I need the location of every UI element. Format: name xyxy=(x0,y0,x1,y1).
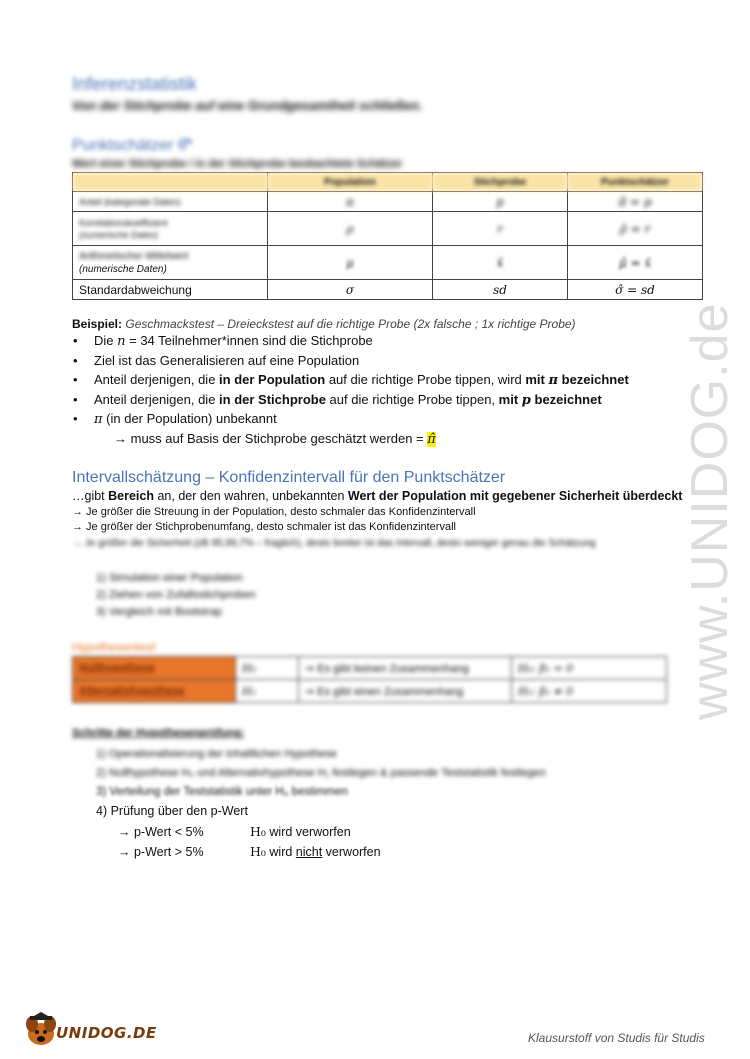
list-item: 1) Operationalisierung der inhaltlichen Hypothese xyxy=(96,748,337,760)
math-pi: π xyxy=(548,373,559,388)
list-item xyxy=(72,429,629,449)
beispiel-text: Geschmackstest – Dreieckstest auf die richtige Probe (2x falsche ; 1x richtige Probe) xyxy=(125,317,576,331)
table-header-cell: Stichprobe xyxy=(433,173,568,192)
table-cell: σ̂ = sd xyxy=(568,280,703,300)
punktschaetzer-table xyxy=(72,172,703,300)
table-row xyxy=(73,680,667,703)
text: auf die richtige Probe tippen, wird xyxy=(325,372,526,387)
unidog-logo xyxy=(22,1012,157,1048)
dog-icon xyxy=(22,1012,60,1048)
table-cell-label-sub: (numerische Daten) xyxy=(79,229,159,240)
table-cell: p xyxy=(433,192,568,212)
text-bold: bezeichnet xyxy=(558,372,629,387)
table-header-cell: Population xyxy=(268,173,433,192)
table-cell: H₀ xyxy=(236,657,299,680)
list-item xyxy=(72,351,629,371)
page-title: Inferenzstatistik xyxy=(72,74,198,94)
table-cell: sd xyxy=(433,280,568,300)
h0-symbol: H₀ xyxy=(250,824,266,839)
text: Ziel ist das Generalisieren auf eine Population xyxy=(94,352,360,368)
p-condition: → p-Wert < 5% xyxy=(118,825,204,839)
intervall-line: → Je größer die Streuung in der Population, desto schmaler das Konfidenzintervall xyxy=(72,506,476,518)
table-cell: π̂ = p xyxy=(568,192,703,212)
table-cell: x̄ xyxy=(433,246,568,280)
table-cell: ρ̂ = r xyxy=(568,212,703,246)
text: → muss auf Basis der Stichprobe geschätzt werden = xyxy=(114,430,428,446)
table-cell-label-sub: (numerische Daten) xyxy=(79,263,167,275)
table-cell: ⇒ Es gibt keinen Zusammenhang xyxy=(299,657,512,680)
hypothesen-steps xyxy=(96,745,546,821)
text: = 34 Teilnehmer*innen sind die Stichprobe xyxy=(125,333,373,348)
list-item xyxy=(72,331,629,351)
table-cell: π xyxy=(268,192,433,212)
logo-text: UNIDOG.DE xyxy=(56,1024,157,1042)
table-row xyxy=(73,192,703,212)
p-result: wird verworfen xyxy=(265,825,351,839)
p-line xyxy=(118,824,351,839)
table-cell-name: Alternativhypothese xyxy=(73,680,236,703)
text: Anteil derjenigen, die xyxy=(94,391,220,407)
table-cell: σ xyxy=(268,280,433,300)
math-p: p xyxy=(521,392,531,408)
intervall-intro xyxy=(72,489,682,503)
text: …gibt xyxy=(72,489,109,503)
table-row xyxy=(73,212,703,246)
intervall-line: → Je größer der Stichprobenumfang, desto schmaler ist das Konfidenzintervall xyxy=(72,521,456,533)
text-bold: bezeichnet xyxy=(530,391,602,407)
text: Anteil derjenigen, die xyxy=(94,372,220,387)
bullet-icon: • xyxy=(73,333,78,348)
list-item: 1) Simulation einer Population xyxy=(96,572,243,584)
table-cell: H₀: β₁ = 0 xyxy=(512,657,667,680)
math-pi: π xyxy=(94,412,103,427)
beispiel-line xyxy=(72,317,576,331)
hypothesen-table xyxy=(72,656,667,703)
table-row xyxy=(73,657,667,680)
text: Die xyxy=(94,333,118,348)
list-item: 2) Ziehen von Zufallsstichproben xyxy=(96,589,256,601)
table-cell: ρ xyxy=(268,212,433,246)
table-cell-label-line: Arithmetischer Mittelwert xyxy=(79,250,189,262)
section-heading-hypothesentest: Hypothesentest xyxy=(72,640,156,654)
text-bold: Wert der Population mit gegebener Sicherheit überdeckt xyxy=(347,489,683,503)
p-condition: → p-Wert > 5% xyxy=(118,845,204,859)
table-row xyxy=(73,246,703,280)
text: an, der den wahren, unbekannten xyxy=(154,489,348,503)
intervall-line: → Je größer die Sicherheit (zB 95,99,7% – fraglich), desto breiter ist das Intervall, desto weniger genau die Schätzung xyxy=(72,538,596,549)
table-row xyxy=(73,280,703,300)
beispiel-list xyxy=(72,331,629,448)
footer-tagline: Klausurstoff von Studis für Studis xyxy=(528,1031,705,1045)
table-cell: μ xyxy=(268,246,433,280)
steps-heading: Schritte der Hypothesenprüfung: xyxy=(72,727,245,739)
table-cell: ⇒ Es gibt einen Zusammenhang xyxy=(299,680,512,703)
p-result: wird xyxy=(265,845,296,859)
text: auf die richtige Probe tippen, xyxy=(325,391,499,407)
table-cell: r xyxy=(433,212,568,246)
text-bold: mit xyxy=(525,372,549,387)
intervall-steps xyxy=(96,569,256,620)
math-n: n xyxy=(117,334,126,349)
section-heading-punktschaetzer: Punktschätzer θ̂* xyxy=(72,137,193,154)
list-item xyxy=(72,409,629,429)
h0-symbol: H₀ xyxy=(250,844,266,859)
list-item: 3) Vergleich mit Bootstrap xyxy=(96,606,222,618)
list-item xyxy=(72,370,629,390)
table-cell: μ̂ = x̄ xyxy=(568,246,703,280)
text-bold: Bereich xyxy=(108,489,154,503)
math-pi-hat: π̂ xyxy=(427,431,436,447)
text: (in der Population) unbekannt xyxy=(102,411,277,426)
table-cell-label-line: Korrelationskoeffizient xyxy=(79,217,168,228)
text-bold: in der Stichprobe xyxy=(219,391,326,407)
table-cell: H₁: β₁ ≠ 0 xyxy=(512,680,667,703)
watermark-text: www.UNIDOG.de xyxy=(681,302,739,720)
table-cell-label xyxy=(73,246,268,280)
section-heading-intervall: Intervallschätzung – Konfidenzintervall für den Punktschätzer xyxy=(72,469,506,486)
bullet-icon: • xyxy=(73,372,78,387)
section-subheading-punktschaetzer: Wert einer Stichprobe / in der Stichprobe beobachtete Schätzer xyxy=(72,158,403,170)
list-item: 4) Prüfung über den p-Wert xyxy=(96,804,248,818)
text-bold: in der Population xyxy=(219,372,326,387)
table-cell-name: Nullhypothese xyxy=(73,657,236,680)
table-header-row xyxy=(73,173,703,192)
page-subtitle: Von der Stichprobe auf eine Grundgesamtheit schließen. xyxy=(72,98,423,113)
text-bold: mit xyxy=(498,391,522,407)
p-result: verworfen xyxy=(322,845,381,859)
table-cell-label: Anteil (kategoriale Daten) xyxy=(73,192,268,212)
list-item: 3) Verteilung der Teststatistik unter H₀ bestimmen xyxy=(96,786,348,798)
p-line xyxy=(118,844,381,859)
table-header-cell: Punktschätzer xyxy=(568,173,703,192)
table-header-cell xyxy=(73,173,268,192)
p-result-underlined: nicht xyxy=(295,845,323,859)
beispiel-label: Beispiel: xyxy=(72,317,123,331)
table-cell-label xyxy=(73,212,268,246)
table-cell-label: Standardabweichung xyxy=(73,280,268,300)
bullet-icon: • xyxy=(73,411,78,426)
list-item xyxy=(72,390,629,410)
list-item: 2) Nullhypothese H₀ und Alternativhypothese H₁ festlegen & passende Teststatistik festlegen xyxy=(96,767,546,779)
table-cell: H₁ xyxy=(236,680,299,703)
bullet-icon: • xyxy=(73,352,78,368)
bullet-icon: • xyxy=(73,391,78,407)
